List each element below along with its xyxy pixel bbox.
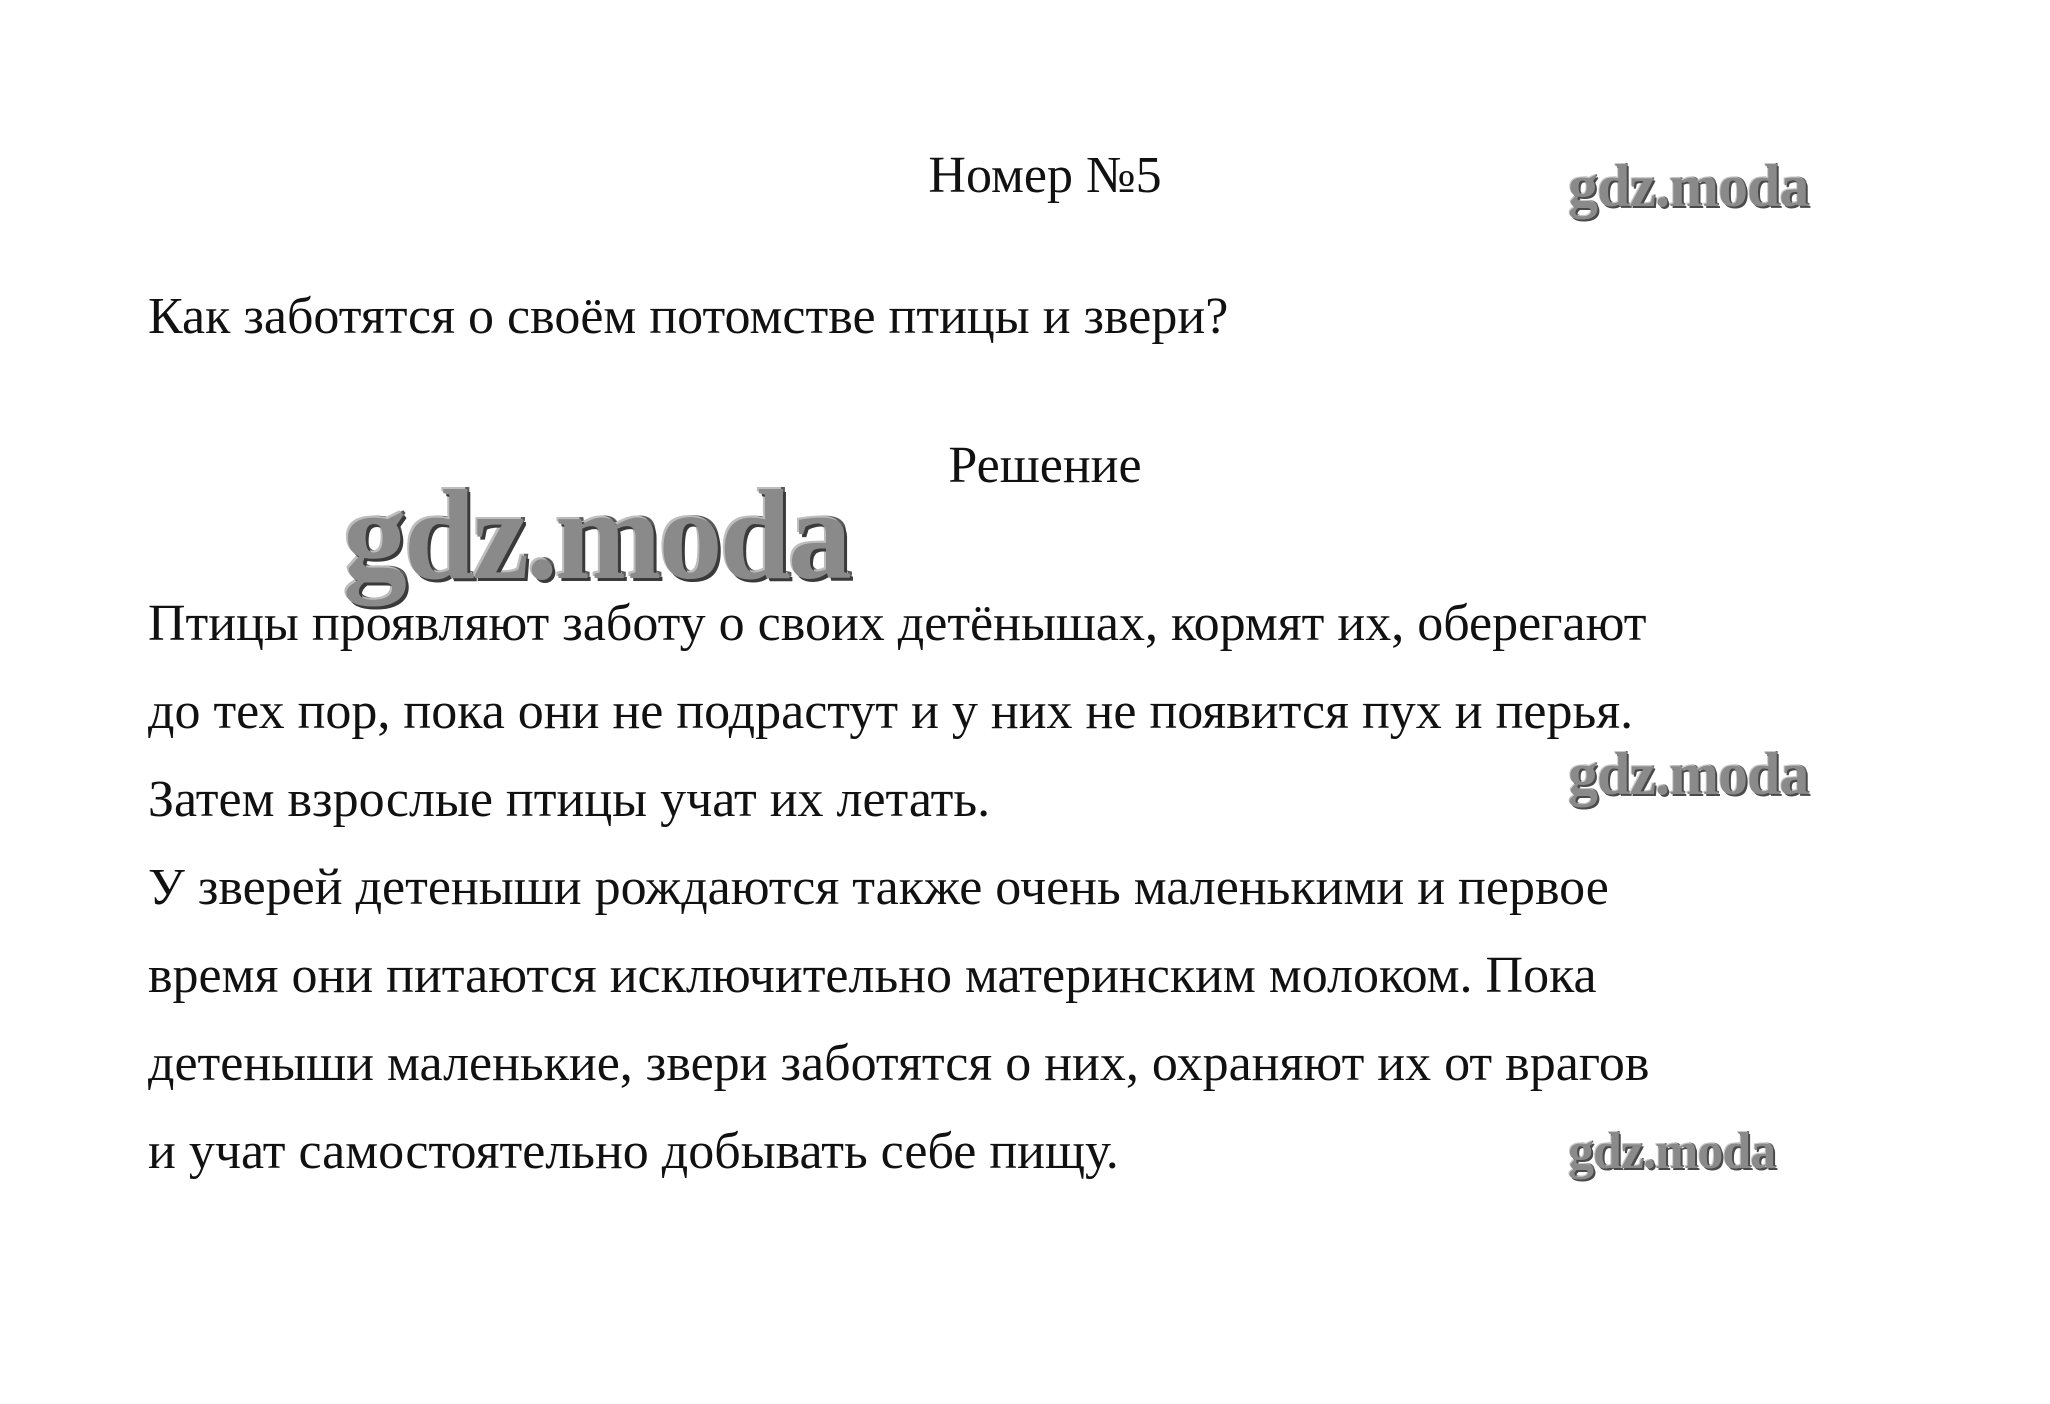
answer-line: время они питаются исключительно материнским молоком. Пока bbox=[148, 947, 1597, 1004]
answer-line: Птицы проявляют заботу о своих детёнышах, кормят их, оберегают bbox=[148, 595, 1647, 652]
watermark-bottom: gdz.moda bbox=[1568, 1123, 1776, 1180]
answer-line: детеныши маленькие, звери заботятся о них, охраняют их от врагов bbox=[148, 1035, 1650, 1092]
solution-heading: Решение bbox=[948, 437, 1142, 494]
answer-line: до тех пор, пока они не подрастут и у них не появится пух и перья. bbox=[148, 683, 1634, 740]
watermark-middle: gdz.moda bbox=[1568, 741, 1809, 807]
task-title: Номер №5 bbox=[928, 147, 1162, 204]
answer-line: и учат самостоятельно добывать себе пищу. bbox=[148, 1123, 1119, 1180]
watermark-large: gdz.moda bbox=[343, 464, 849, 606]
answer-text bbox=[148, 580, 1968, 1196]
answer-line: У зверей детеныши рождаются также очень маленькими и первое bbox=[148, 859, 1609, 916]
watermark-top: gdz.moda bbox=[1568, 153, 1809, 219]
question-text: Как заботятся о своём потомстве птицы и звери? bbox=[148, 288, 1229, 345]
answer-line: Затем взрослые птицы учат их летать. bbox=[148, 771, 991, 828]
